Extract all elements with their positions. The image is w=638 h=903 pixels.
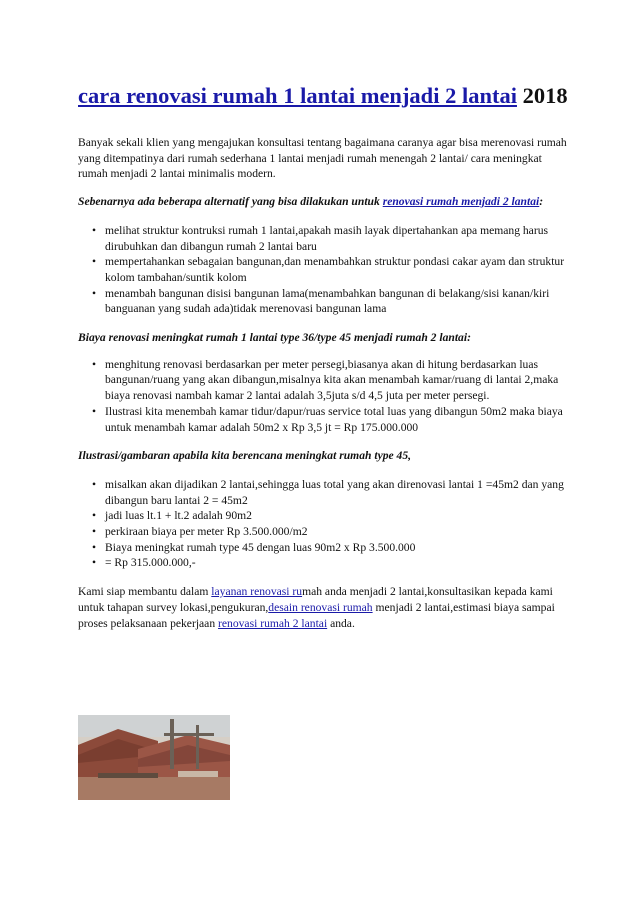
section1-heading (78, 194, 568, 210)
bullet-icon: • (92, 477, 97, 491)
document-page (78, 82, 568, 631)
page-title (78, 82, 568, 109)
closing-paragraph: Kami siap membantu dalam layanan renovasi rumah anda menjadi 2 lantai,konsultasikan kepada kami untuk tahapan survey lokasi,pengukuran,desain renovasi rumah menjadi 2 lantai,estimasi biaya sampai proses pelaksanaan pekerjaan renovasi rumah 2 lantai anda. (78, 585, 555, 630)
section2-list (78, 357, 568, 436)
intro-paragraph: Banyak sekali klien yang mengajukan konsultasi tentang bagaimana caranya agar bisa merenovasi rumah yang ditempatinya dari rumah sederhana 1 lantai menjadi rumah menengah 2 lantai/ cara meningkat rumah menjadi 2 lantai minimalis modern. (78, 136, 567, 181)
desain-renovasi-link[interactable]: desain renovasi rumah (268, 600, 373, 614)
section1-list (78, 223, 568, 317)
renovasi-rumah-link[interactable]: renovasi rumah menjadi 2 lantai (382, 195, 540, 209)
list-item: • perkiraan biaya per meter Rp 3.500.000/m2 (92, 525, 308, 539)
list-item: • jadi luas lt.1 + lt.2 adalah 90m2 (92, 509, 252, 523)
bullet-icon: • (92, 404, 97, 418)
section1-heading-text: Sebenarnya ada beberapa alternatif yang bisa dilakukan untuk (78, 195, 383, 209)
section3-heading: Ilustrasi/gambaran apabila kita berencana meningkat rumah type 45, (78, 449, 412, 463)
bullet-icon: • (92, 255, 97, 269)
bullet-icon: • (92, 357, 97, 371)
bullet-icon: • (92, 286, 97, 300)
bullet-icon: • (92, 556, 97, 570)
section3-list (78, 477, 568, 571)
list-item: • Ilustrasi kita menembah kamar tidur/dapur/ruas service total luas yang dibangun 50m2 maka biaya untuk menambah kamar adalah 50m2 x Rp 3,5 jt = Rp 175.000.000 (92, 404, 563, 434)
list-item: • Biaya meningkat rumah type 45 dengan luas 90m2 x Rp 3.500.000 (92, 540, 416, 554)
list-item: • menghitung renovasi berdasarkan per meter persegi,biasanya akan di hitung berdasarkan luas bangunan/ruang yang akan dibangun,misalnya kita akan menambah kamar/ruang di lantai 2,maka biaya renovasi nambah kamar 2 lantai adalah 3,5juta s/d 4,5 juta per meter persegi. (92, 357, 559, 403)
list-item: • melihat struktur kontruksi rumah 1 lantai,apakah masih layak dipertahankan apa memang harus dirubuhkan dan dibangun rumah 2 lantai baru (92, 223, 549, 253)
title-year: 2018 (522, 83, 568, 108)
section1-heading-colon: : (539, 195, 544, 209)
renovasi-2-lantai-link[interactable]: renovasi rumah 2 lantai (218, 616, 328, 630)
list-item: • = Rp 315.000.000,- (92, 556, 196, 570)
list-item: • misalkan akan dijadikan 2 lantai,sehingga luas total yang akan direnovasi lantai 1 =45m2 dan yang dibangun baru lantai 2 = 45m2 (92, 477, 564, 507)
section2-heading: Biaya renovasi meningkat rumah 1 lantai type 36/type 45 menjadi rumah 2 lantai: (78, 331, 471, 345)
layanan-renovasi-link[interactable]: layanan renovasi ru (211, 585, 303, 599)
bullet-icon: • (92, 540, 97, 554)
bullet-icon: • (92, 223, 97, 237)
list-item: • mempertahankan sebagaian bangunan,dan menambahkan struktur pondasi cakar ayam dan struktur kolom tambahan/suntik kolom (92, 255, 565, 284)
bullet-icon: • (92, 509, 97, 523)
bullet-icon: • (92, 525, 97, 539)
list-item: • menambah bangunan disisi bangunan lama(menambahkan bangunan di belakang/sisi kanan/kiri banguanan yang sudah ada)tidak merenovasi bangunan lama (92, 286, 550, 316)
renovation-photo (78, 715, 230, 800)
title-link[interactable]: cara renovasi rumah 1 lantai menjadi 2 lantai (78, 83, 517, 108)
renovation-photo-image (78, 715, 230, 800)
